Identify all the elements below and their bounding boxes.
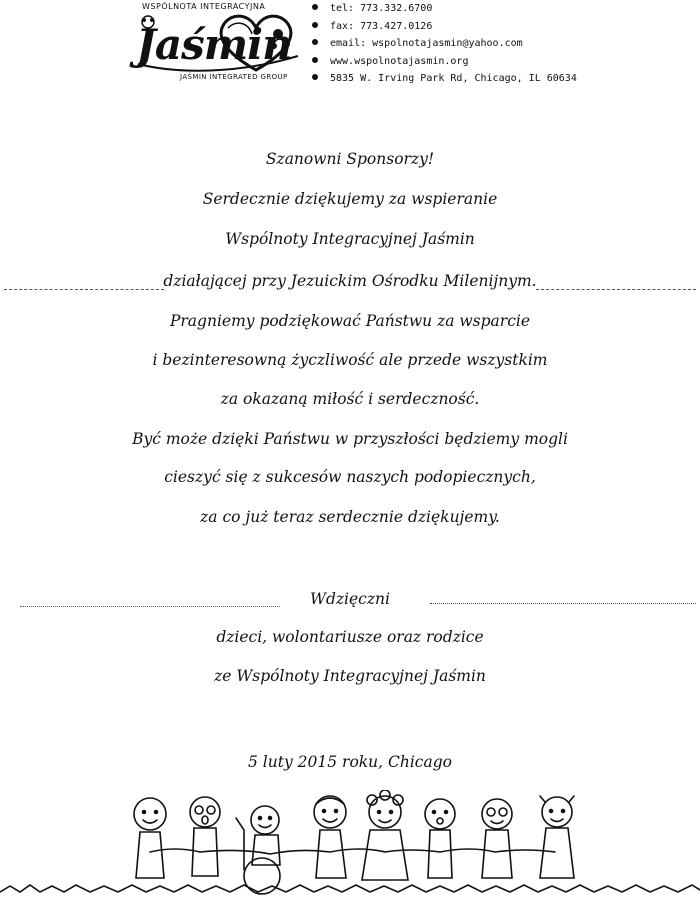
- salutation: Szanowni Sponsorzy!: [265, 150, 435, 168]
- contact-phone: tel: 773.332.6700: [312, 2, 577, 20]
- body-line: Być może dzięki Państwu w przyszłości będziemy mogli: [132, 430, 568, 448]
- scan-fold-mark: [20, 606, 280, 607]
- body-line: Pragniemy podziękować Państwu za wsparcie: [169, 312, 531, 330]
- closing: Wdzięczni: [310, 590, 390, 608]
- date-place: 5 luty 2015 roku, Chicago: [248, 753, 452, 771]
- body-line: za okazaną miłość i serdeczność.: [220, 390, 480, 408]
- scan-fold-mark: [536, 289, 696, 290]
- body-line: Wspólnoty Integracyjnej Jaśmin: [225, 230, 475, 248]
- contact-list: [312, 2, 577, 90]
- logo-top-text: WSPÓLNOTA INTEGRACYJNA: [142, 2, 266, 11]
- scan-fold-mark: [430, 603, 696, 604]
- bullet-icon: [312, 57, 318, 63]
- body-line: i bezinteresowną życzliwość ale przede wszystkim: [152, 351, 548, 369]
- bullet-icon: [312, 74, 318, 80]
- body-line: cieszyć się z sukcesów naszych podopiecznych,: [164, 468, 536, 486]
- contact-email: email: wspolnotajasmin@yahoo.com: [312, 37, 577, 55]
- contact-website: www.wspolnotajasmin.org: [312, 55, 577, 73]
- letterhead: [0, 0, 700, 100]
- organization-logo: [128, 2, 300, 88]
- logo-wordmark: Jaśmin: [136, 20, 292, 69]
- bullet-icon: [312, 22, 318, 28]
- bullet-icon: [312, 39, 318, 45]
- signature-line: dzieci, wolontariusze oraz rodzice: [216, 628, 484, 646]
- contact-address: 5835 W. Irving Park Rd, Chicago, IL 60634: [312, 72, 577, 90]
- body-line: Serdecznie dziękujemy za wspieranie: [202, 190, 498, 208]
- contact-fax: fax: 773.427.0126: [312, 20, 577, 38]
- bullet-icon: [312, 4, 318, 10]
- logo-bottom-text: JAŚMIN INTEGRATED GROUP: [180, 73, 288, 81]
- body-line: za co już teraz serdecznie dziękujemy.: [200, 508, 500, 526]
- signature-line: ze Wspólnoty Integracyjnej Jaśmin: [214, 667, 486, 685]
- scan-fold-mark: [4, 289, 164, 290]
- body-line: działającej przy Jezuickim Ośrodku Milenijnym.: [163, 272, 537, 290]
- children-holding-hands-illustration: [0, 790, 700, 897]
